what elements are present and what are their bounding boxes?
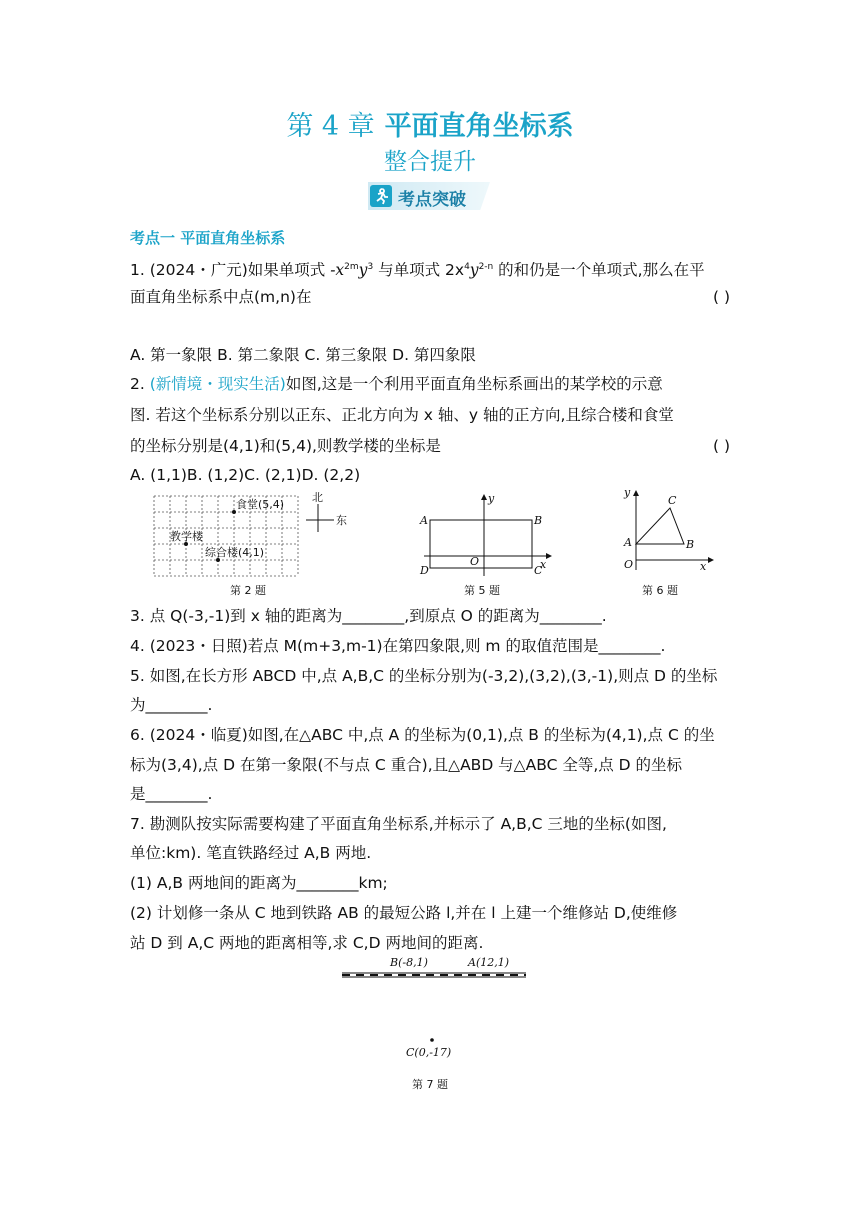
q1-line2 [130, 287, 730, 307]
figure-6 [620, 486, 720, 597]
q1-text-mid: 与单项式 2x [373, 261, 465, 280]
fig5-C: C [534, 564, 543, 577]
q7-line3: (1) A,B 两地间的距离为________km; [130, 874, 388, 892]
q1-expr1-y: y [358, 261, 368, 280]
q2-line1-text: 如图,这是一个利用平面直角坐标系画出的某学校的示意 [285, 375, 663, 393]
chapter-number: 第 4 章 [286, 111, 375, 142]
q1-expr1: -x [330, 261, 345, 280]
fig6-A: A [624, 536, 632, 549]
fig7-C-label: C(0,-17) [406, 1046, 452, 1059]
badge-label: 考点突破 [398, 190, 466, 210]
fig5-x: x [540, 558, 547, 571]
q1-expr1-yexp: 3 [367, 262, 374, 272]
fig2-complex-label: 综合楼(4,1) [205, 546, 265, 559]
q1-expr2-exp: 4 [464, 262, 470, 272]
fig2-canteen-label: 食堂(5,4) [236, 498, 285, 511]
q2-num: 2. [130, 375, 150, 393]
q2-line3 [130, 436, 730, 456]
fig5-A: A [420, 514, 428, 527]
fig2-caption: 第 2 题 [230, 584, 266, 597]
q2-line1 [130, 374, 730, 394]
q1-answer-paren: ( ) [712, 288, 730, 306]
q6-line3: 是________. [130, 785, 213, 803]
chapter-name: 平面直角坐标系 [384, 111, 574, 142]
q1-expr2-y: y [469, 261, 479, 280]
q1-expr1-exp: 2m [344, 262, 359, 272]
fig2-east-label: 东 [336, 514, 347, 527]
fig5-y: y [488, 492, 495, 505]
badge-runner-icon [370, 185, 392, 207]
q7-line5: 站 D 到 A,C 两地的距离相等,求 C,D 两地间的距离. [130, 934, 484, 952]
fig6-O: O [624, 558, 634, 571]
chapter-title [0, 104, 860, 143]
q6-line2: 标为(3,4),点 D 在第一象限(不与点 C 重合),且△ABD 与△ABC 全等,点 D 的坐标 [130, 756, 683, 774]
triangle-abc [636, 508, 684, 544]
subtitle: 整合提升 [384, 149, 476, 175]
q2-line3-text: 的坐标分别是(4,1)和(5,4),则教学楼的坐标是 [130, 437, 441, 455]
fig2-teaching-label: 教学楼 [170, 530, 203, 543]
q2-options: A. (1,1)B. (1,2)C. (2,1)D. (2,2) [130, 466, 361, 484]
q1-options: A. 第一象限 B. 第二象限 C. 第三象限 D. 第四象限 [130, 346, 476, 364]
fig7-B-label: B(-8,1) [390, 956, 428, 969]
q2-tag: (新情境・现实生活) [149, 375, 286, 393]
figure-7-diagram [340, 956, 530, 1092]
section-badge [368, 182, 490, 210]
q2-answer-paren: ( ) [712, 437, 730, 455]
q1-line2-text: 面直角坐标系中点(m,n)在 [130, 288, 312, 306]
fig6-y: y [624, 486, 631, 499]
fig2-north-label: 北 [312, 491, 323, 504]
q1-line1 [130, 257, 730, 280]
fig5-caption: 第 5 题 [464, 584, 500, 597]
figure-2 [150, 492, 370, 597]
q3-line: 3. 点 Q(-3,-1)到 x 轴的距离为________,到原点 O 的距离为________. [130, 607, 607, 625]
compass-icon [306, 504, 334, 532]
fig6-caption: 第 6 题 [642, 584, 678, 597]
q5-line2: 为________. [130, 696, 213, 714]
q7-line1: 7. 勘测队按实际需要构建了平面直角坐标系,并标示了 A,B,C 三地的坐标(如图, [130, 815, 667, 833]
point-c [430, 1038, 434, 1042]
q7-line4: (2) 计划修一条从 C 地到铁路 AB 的最短公路 l,并在 l 上建一个维修站 D,使维修 [130, 904, 678, 922]
section-heading: 考点一 平面直角坐标系 [130, 229, 286, 247]
q4-line: 4. (2023・日照)若点 M(m+3,m-1)在第四象限,则 m 的取值范围是________. [130, 637, 666, 655]
fig5-O: O [470, 555, 480, 568]
fig6-x: x [700, 560, 707, 573]
q1-expr2-yexp: 2-n [478, 262, 494, 272]
fig7-A-label: A(12,1) [468, 956, 510, 969]
fig5-B: B [534, 514, 543, 527]
rectangle-abcd [430, 520, 532, 568]
q6-line1: 6. (2024・临夏)如图,在△ABC 中,点 A 的坐标为(0,1),点 B 的坐标为(4,1),点 C 的坐 [130, 726, 715, 744]
fig6-C: C [668, 494, 677, 507]
fig5-D: D [420, 564, 429, 577]
figure-7 [340, 956, 530, 1092]
railway-line [342, 973, 526, 977]
q1-text-a: 1. (2024・广元)如果单项式 [130, 261, 331, 280]
q2-line2: 图. 若这个坐标系分别以正东、正北方向为 x 轴、y 轴的正方向,且综合楼和食堂 [130, 406, 674, 424]
fig6-B: B [686, 538, 695, 551]
fig7-caption: 第 7 题 [412, 1078, 448, 1091]
figure-5 [418, 492, 558, 597]
q5-line1: 5. 如图,在长方形 ABCD 中,点 A,B,C 的坐标分别为(-3,2),(3,2),(3,-1),则点 D 的坐标 [130, 667, 718, 685]
q7-line2: 单位:km). 笔直铁路经过 A,B 两地. [130, 844, 372, 862]
q1-text-b: 的和仍是一个单项式,那么在平 [493, 261, 705, 280]
